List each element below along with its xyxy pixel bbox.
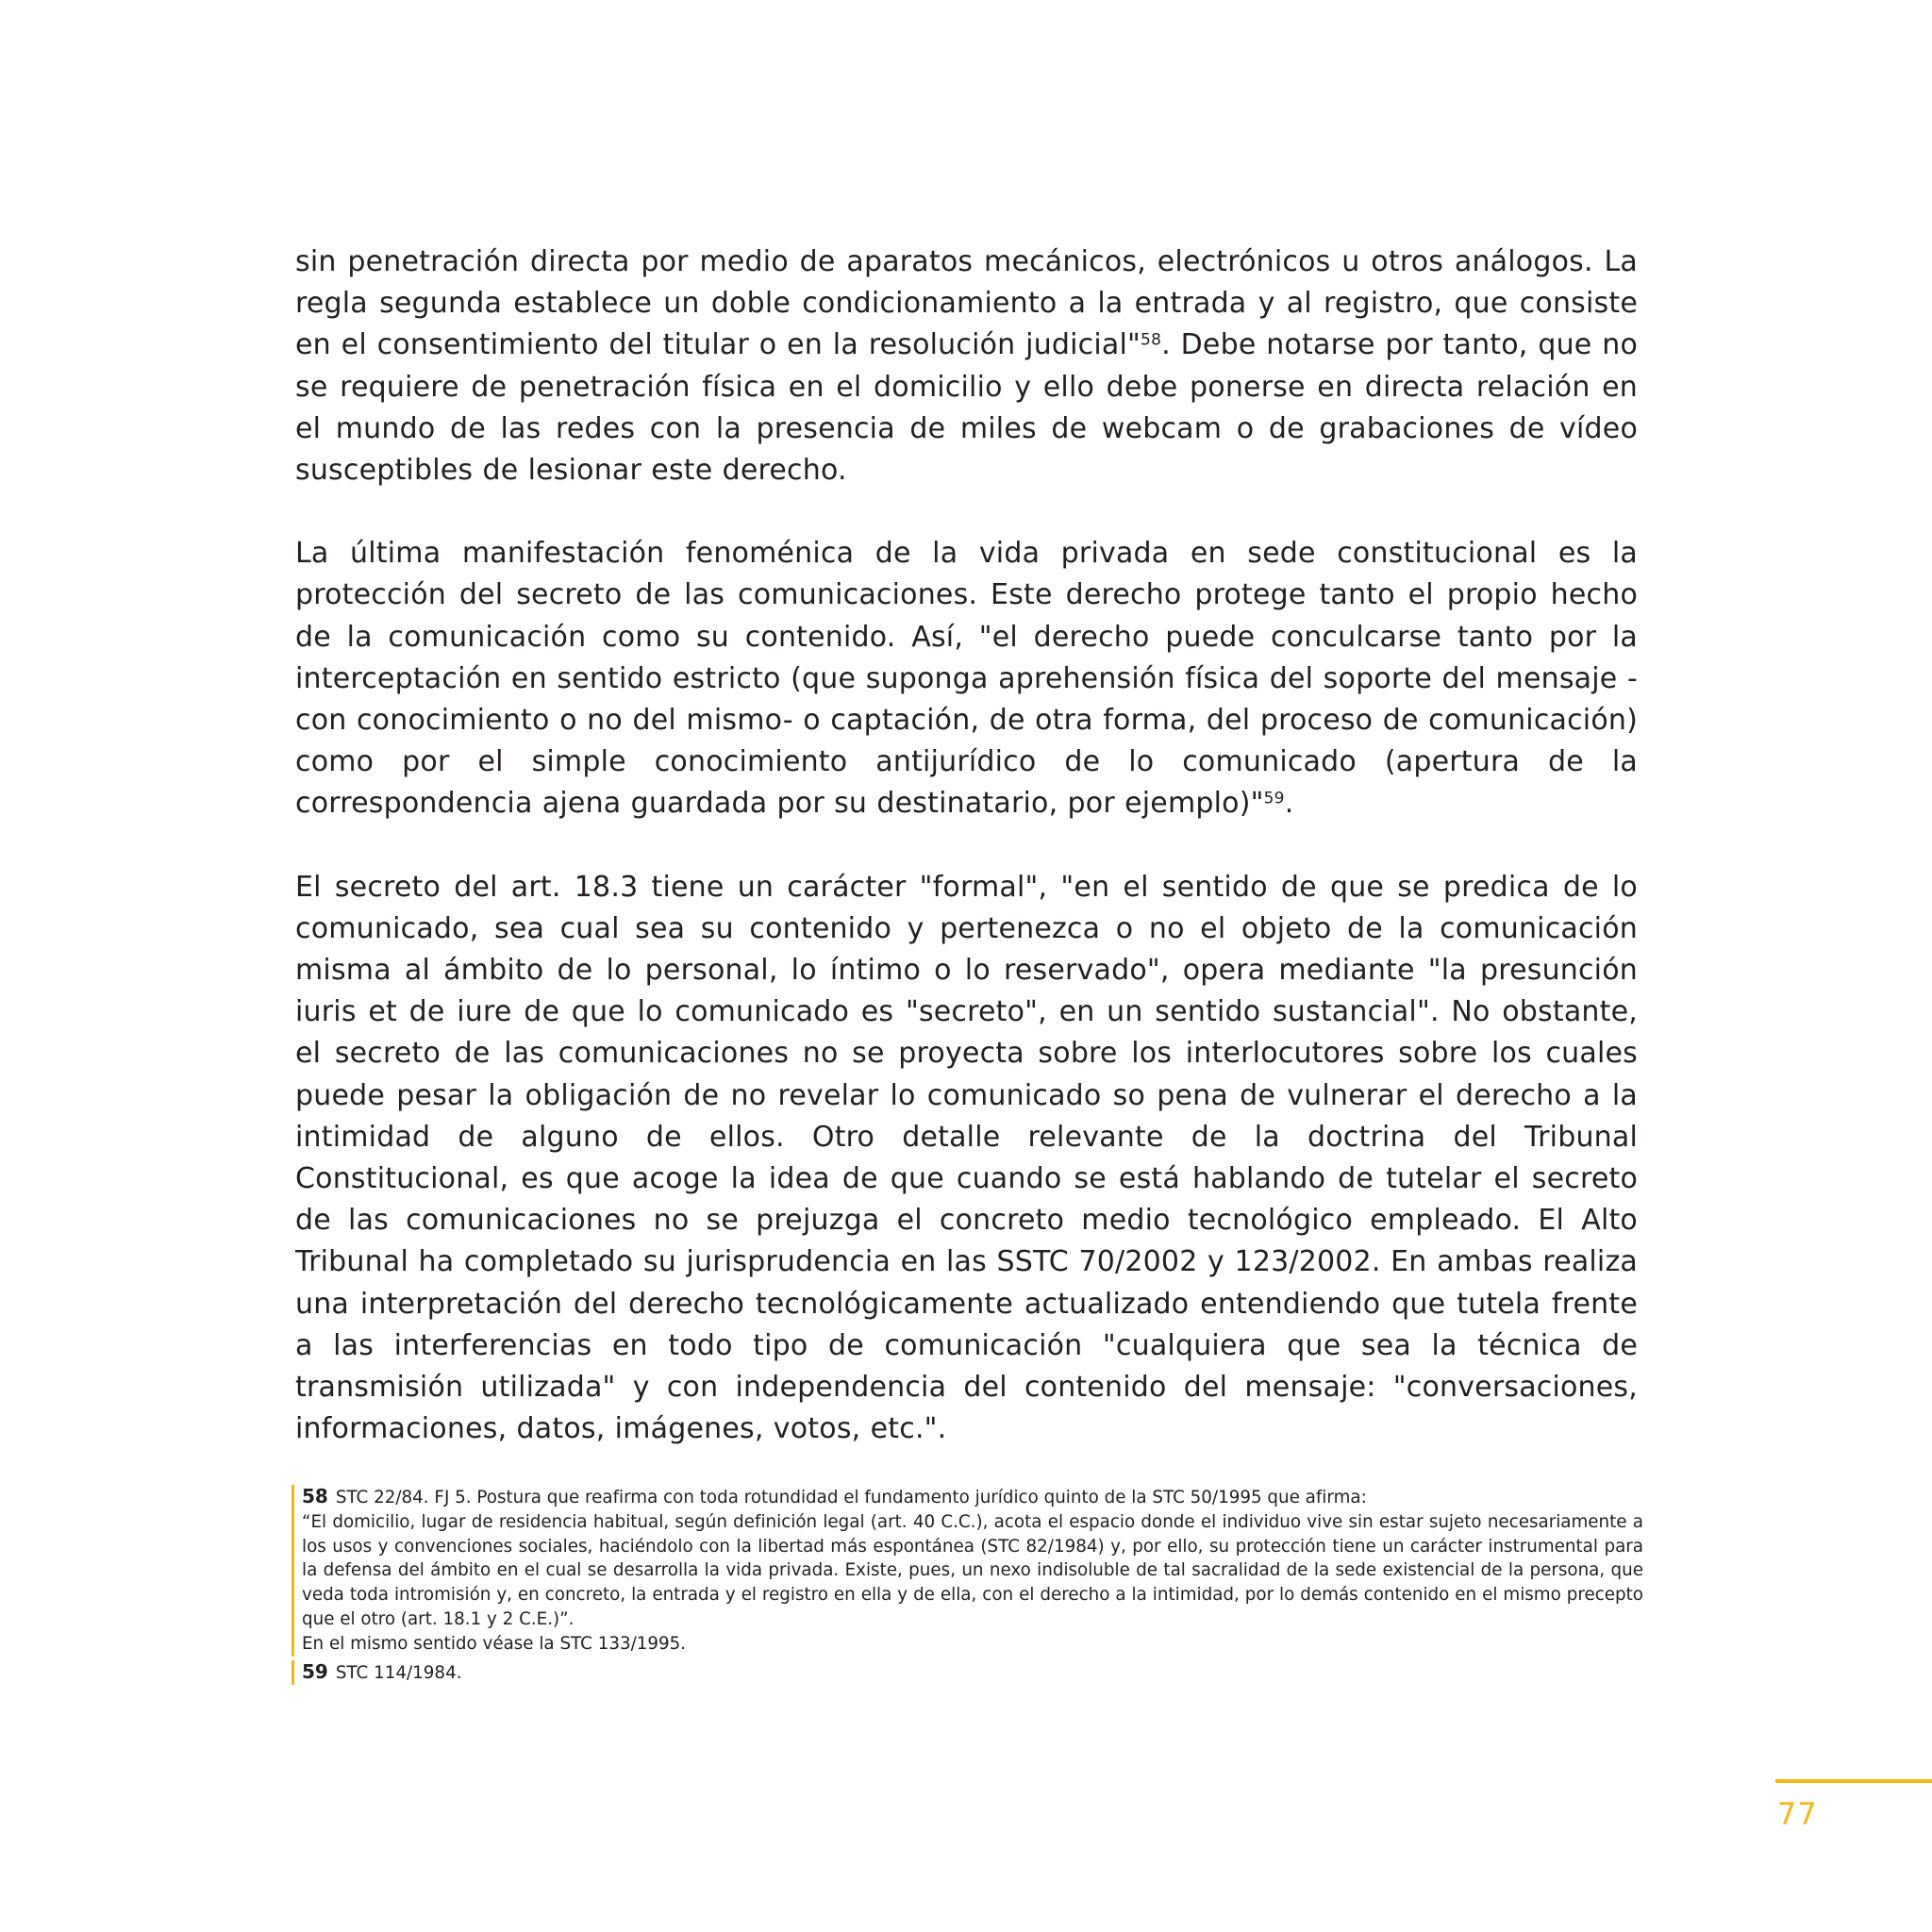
paragraph-1-text: sin penetración directa por medio de aparatos mecánicos, electrónicos u otros análogos. La regla segunda establece un doble condicionamiento a la entrada y al registro, que consiste en el consentimiento del titular o en la resolución judicial" — [295, 245, 1638, 362]
paragraph-1 — [295, 242, 1638, 491]
paragraph-1-text-cont: . Debe notarse por tanto, que no se requiere de penetración física en el domicilio y ello debe ponerse en directa relación en el mundo de las redes con la presencia de miles de webcam o de grabaciones de vídeo susceptibles de lesionar este derecho. — [295, 328, 1638, 488]
paragraph-2 — [295, 533, 1638, 824]
footnote-text: STC 114/1984. — [335, 1662, 462, 1683]
page-number: 77 — [1777, 1796, 1818, 1832]
footnote-text: En el mismo sentido véase la STC 133/1995. — [302, 1633, 687, 1654]
footnote-number: 59 — [302, 1659, 328, 1683]
footnote-58 — [291, 1485, 1643, 1657]
paragraph-2-text: La última manifestación fenoménica de la vida privada en sede constitucional es la protección del secreto de las comunicaciones. Este derecho protege tanto el propio hecho de la comunicación como su contenido. Así, "el derecho puede conculcarse tanto por la interceptación en sentido estricto (que suponga aprehensión física del soporte del mensaje -con conocimiento o no del mismo- o captación, de otra forma, del proceso de comunicación) como por el simple conocimiento antijurídico de lo comunicado (apertura de la correspondencia ajena guardada por su destinatario, por ejemplo)" — [295, 537, 1638, 821]
footnote-quote: “El domicilio, lugar de residencia habitual, según definición legal (art. 40 C.C.), acota el espacio donde el individuo vive sin estar sujeto necesariamente a los usos y convenciones sociales, haciéndolo con la libertad más espontánea (STC 82/1984) y, por ello, su protección tiene un carácter instrumental para la defensa del ámbito en el cual se desarrolla la vida privada. Existe, pues, un nexo indisoluble de tal sacralidad de la sede existencial de la persona, que veda toda intromisión y, en concreto, la entrada y el registro en ella y de ella, con el derecho a la intimidad, por lo demás contenido en el mismo precepto que el otro (art. 18.1 y 2 C.E.)”. — [302, 1511, 1643, 1629]
footnote-number: 58 — [302, 1485, 328, 1507]
paragraph-3: El secreto del art. 18.3 tiene un carácter "formal", "en el sentido de que se predica de lo comunicado, sea cual sea su contenido y pertenezca o no el objeto de la comunicación misma al ámbito de lo personal, lo íntimo o lo reservado", opera mediante "la presunción iuris et de iure de que lo comunicado es "secreto", en un sentido sustancial". No obstante, el secreto de las comunicaciones no se proyecta sobre los interlocutores sobre los cuales puede pesar la obligación de no revelar lo comunicado so pena de vulnerar el derecho a la intimidad de alguno de ellos. Otro detalle relevante de la doctrina del Tribunal Constitucional, es que acoge la idea de que cuando se está hablando de tutelar el secreto de las comunicaciones no se prejuzga el concreto medio tecnológico empleado. El Alto Tribunal ha completado su jurisprudencia en las SSTC 70/2002 y 123/2002. En ambas realiza una interpretación del derecho tecnológicamente actualizado entendiendo que tutela frente a las interferencias en todo tipo de comunicación "cualquiera que sea la técnica de transmisión utilizada" y con independencia del contenido del mensaje: "conversaciones, informaciones, datos, imágenes, votos, etc.". — [295, 870, 1638, 1446]
footnote-text: STC 22/84. FJ 5. Postura que reafirma con toda rotundidad el fundamento jurídico quinto de la STC 50/1995 que afirma: — [335, 1488, 1367, 1507]
page-number-rule — [1775, 1779, 1932, 1783]
paragraph-2-text-cont: . — [1284, 787, 1294, 821]
footnote-ref-58[interactable]: 58 — [1141, 331, 1162, 351]
footnotes — [291, 1485, 1643, 1685]
footnote-ref-59[interactable]: 59 — [1263, 790, 1285, 809]
footnote-59 — [291, 1660, 1643, 1686]
body-text — [295, 242, 1638, 1450]
